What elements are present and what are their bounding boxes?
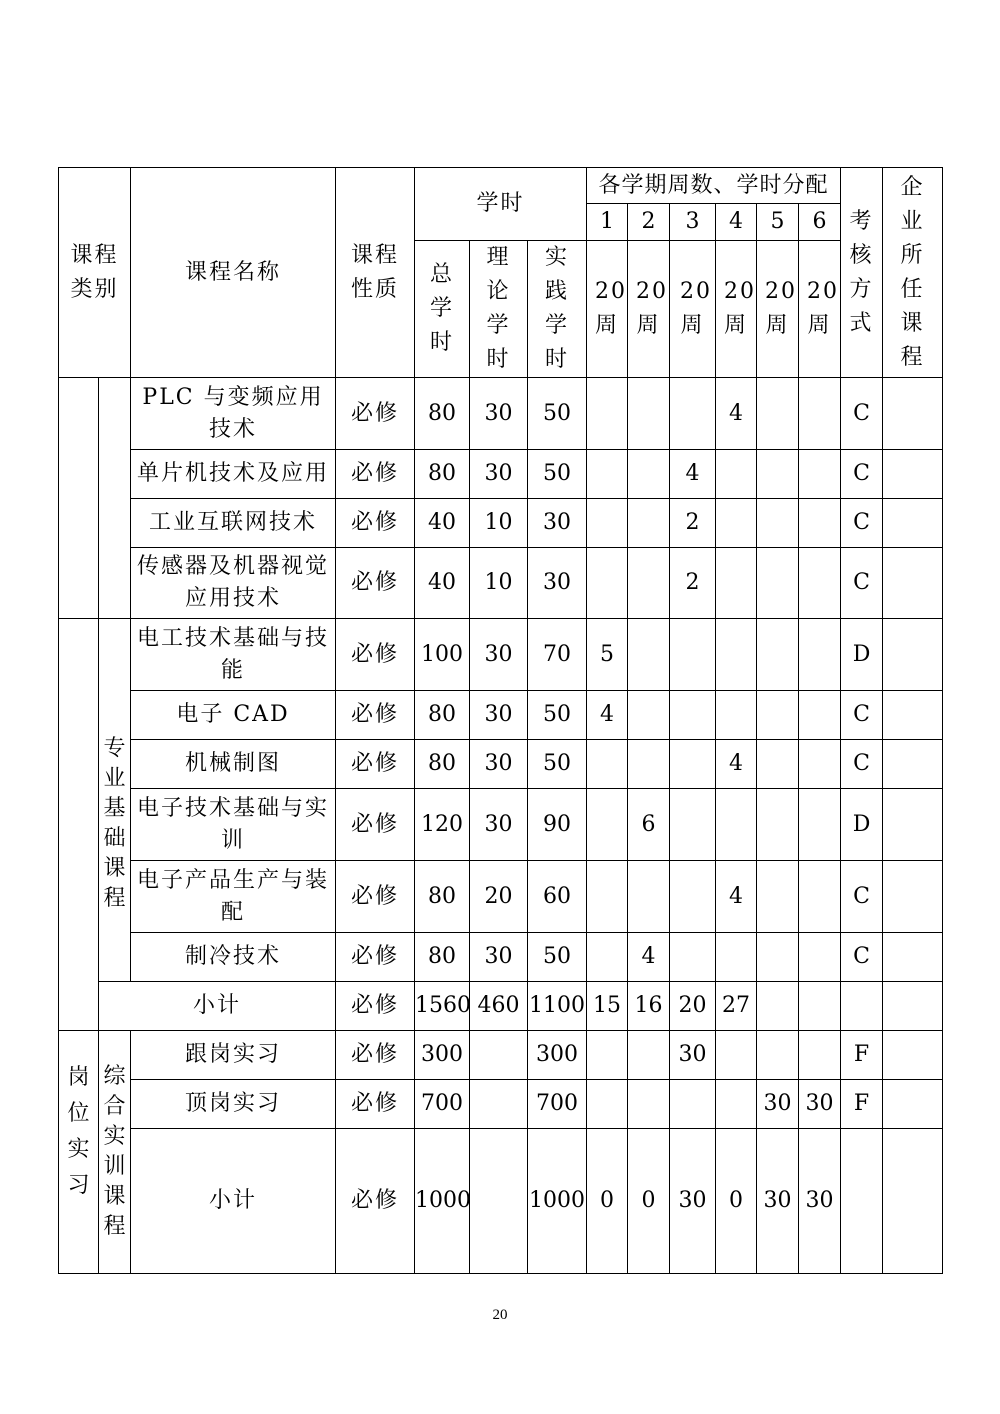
course-nature: 必修: [336, 933, 415, 982]
course-nature: 必修: [336, 499, 415, 548]
category-cell-empty: [59, 619, 99, 1031]
course-name: 机械制图: [131, 740, 336, 789]
semester-2-hours: [628, 740, 670, 789]
subtotal-row: [59, 982, 943, 1031]
semester-6-hours: [799, 548, 841, 619]
semester-1-hours: 5: [587, 619, 628, 691]
semester-3-hours: [670, 861, 716, 933]
subtotal-label: 小计: [131, 1129, 336, 1274]
semester-5-hours: [757, 619, 799, 691]
theory-hours: 30: [470, 691, 528, 740]
semester-5-hours: [757, 740, 799, 789]
semester-1-hours: 15: [587, 982, 628, 1031]
theory-hours: 30: [470, 789, 528, 861]
subcategory-text: 专业基础课程: [103, 735, 128, 911]
semester-5-hours: [757, 861, 799, 933]
total-hours: 80: [415, 450, 470, 499]
table-row: [59, 789, 943, 861]
semester-5-hours: [757, 1031, 799, 1080]
semester-2-hours: [628, 861, 670, 933]
table-row: [59, 740, 943, 789]
semester-6-hours: [799, 789, 841, 861]
header-weeks-5: 20周: [757, 241, 799, 378]
practice-hours: 1000: [528, 1129, 587, 1274]
semester-4-hours: [716, 789, 757, 861]
header-weeks-6: 20周: [799, 241, 841, 378]
semester-5-hours: [757, 548, 799, 619]
enterprise-course: [883, 378, 943, 450]
semester-1-hours: [587, 740, 628, 789]
semester-2-hours: [628, 1031, 670, 1080]
semester-4-hours: [716, 1031, 757, 1080]
semester-6-hours: 30: [799, 1080, 841, 1129]
semester-2-hours: [628, 1080, 670, 1129]
theory-hours: 10: [470, 499, 528, 548]
semester-3-hours: 2: [670, 499, 716, 548]
semester-6-hours: [799, 861, 841, 933]
semester-4-hours: [716, 499, 757, 548]
subcategory-text: 综合实训课程: [103, 1063, 128, 1239]
practice-hours: 700: [528, 1080, 587, 1129]
semester-5-hours: 30: [757, 1080, 799, 1129]
exam-method: F: [841, 1080, 883, 1129]
total-hours: 80: [415, 691, 470, 740]
semester-4-hours: [716, 933, 757, 982]
header-semester-5: 5: [757, 204, 799, 241]
header-semester-6: 6: [799, 204, 841, 241]
theory-hours: 460: [470, 982, 528, 1031]
practice-hours: 30: [528, 499, 587, 548]
subtotal-row: [59, 1129, 943, 1274]
total-hours: 40: [415, 499, 470, 548]
total-hours: 80: [415, 861, 470, 933]
theory-hours: 20: [470, 861, 528, 933]
course-nature: 必修: [336, 982, 415, 1031]
semester-2-hours: 16: [628, 982, 670, 1031]
enterprise-course: [883, 1129, 943, 1274]
header-total-hours: 总学时: [415, 241, 470, 378]
course-nature: 必修: [336, 548, 415, 619]
practice-hours: 50: [528, 933, 587, 982]
table-row: [59, 1031, 943, 1080]
subcategory-label: [99, 619, 131, 982]
course-nature: 必修: [336, 740, 415, 789]
exam-method: C: [841, 499, 883, 548]
theory-hours: 30: [470, 378, 528, 450]
semester-1-hours: [587, 378, 628, 450]
semester-6-hours: [799, 450, 841, 499]
semester-2-hours: [628, 548, 670, 619]
practice-hours: 50: [528, 691, 587, 740]
semester-3-hours: [670, 1080, 716, 1129]
semester-6-hours: [799, 378, 841, 450]
enterprise-course: [883, 499, 943, 548]
semester-2-hours: [628, 691, 670, 740]
semester-3-hours: [670, 619, 716, 691]
header-weeks-1: 20周: [587, 241, 628, 378]
enterprise-course: [883, 450, 943, 499]
header-name: 课程名称: [131, 168, 336, 378]
table-row: [59, 378, 943, 450]
category-cell-empty: [59, 378, 99, 619]
semester-2-hours: 6: [628, 789, 670, 861]
category-text: 岗位实习: [67, 1065, 92, 1198]
semester-4-hours: 0: [716, 1129, 757, 1274]
theory-hours: 30: [470, 619, 528, 691]
exam-method: [841, 1129, 883, 1274]
course-nature: 必修: [336, 861, 415, 933]
semester-6-hours: [799, 691, 841, 740]
course-name: 工业互联网技术: [131, 499, 336, 548]
category-label: [59, 1031, 99, 1274]
semester-3-hours: [670, 933, 716, 982]
semester-4-hours: [716, 450, 757, 499]
course-name: 制冷技术: [131, 933, 336, 982]
enterprise-course: [883, 1031, 943, 1080]
semester-3-hours: [670, 740, 716, 789]
semester-2-hours: [628, 619, 670, 691]
semester-4-hours: [716, 691, 757, 740]
practice-hours: 30: [528, 548, 587, 619]
theory-hours: [470, 1080, 528, 1129]
exam-method: C: [841, 740, 883, 789]
page-number: 20: [492, 1307, 508, 1323]
practice-hours: 50: [528, 378, 587, 450]
practice-hours: 90: [528, 789, 587, 861]
semester-1-hours: [587, 789, 628, 861]
table-row: [59, 691, 943, 740]
semester-1-hours: 4: [587, 691, 628, 740]
exam-method: C: [841, 450, 883, 499]
enterprise-course: [883, 933, 943, 982]
theory-hours: [470, 1129, 528, 1274]
header-exam: 考核方式: [841, 168, 883, 378]
course-table: [58, 167, 943, 1274]
total-hours: 80: [415, 933, 470, 982]
semester-1-hours: [587, 1080, 628, 1129]
header-semester-4: 4: [716, 204, 757, 241]
semester-1-hours: [587, 933, 628, 982]
enterprise-course: [883, 740, 943, 789]
course-nature: 必修: [336, 619, 415, 691]
header-weeks-4: 20周: [716, 241, 757, 378]
theory-hours: 30: [470, 740, 528, 789]
course-name: 单片机技术及应用: [131, 450, 336, 499]
course-nature: 必修: [336, 450, 415, 499]
total-hours: 700: [415, 1080, 470, 1129]
table-row: [59, 619, 943, 691]
semester-2-hours: 0: [628, 1129, 670, 1274]
semester-3-hours: 20: [670, 982, 716, 1031]
table-row: [59, 548, 943, 619]
header-nature: 课程性质: [336, 168, 415, 378]
semester-1-hours: 0: [587, 1129, 628, 1274]
course-name: 跟岗实习: [131, 1031, 336, 1080]
semester-3-hours: 4: [670, 450, 716, 499]
exam-method: C: [841, 933, 883, 982]
header-enterprise: 企业所任课程: [883, 168, 943, 378]
header-category: 课程类别: [59, 168, 131, 378]
semester-5-hours: 30: [757, 1129, 799, 1274]
course-nature: 必修: [336, 1129, 415, 1274]
semester-4-hours: [716, 548, 757, 619]
table-row: [59, 933, 943, 982]
course-nature: 必修: [336, 1031, 415, 1080]
exam-method: D: [841, 789, 883, 861]
table-row: [59, 499, 943, 548]
semester-6-hours: [799, 499, 841, 548]
practice-hours: 1100: [528, 982, 587, 1031]
practice-hours: 70: [528, 619, 587, 691]
semester-5-hours: [757, 789, 799, 861]
course-name: 电子技术基础与实训: [131, 789, 336, 861]
semester-1-hours: [587, 861, 628, 933]
enterprise-course: [883, 982, 943, 1031]
course-nature: 必修: [336, 789, 415, 861]
header-practice-hours: 实践学时: [528, 241, 587, 378]
enterprise-course: [883, 691, 943, 740]
enterprise-course: [883, 789, 943, 861]
semester-6-hours: 30: [799, 1129, 841, 1274]
header-semester-2: 2: [628, 204, 670, 241]
enterprise-course: [883, 861, 943, 933]
header-weeks-2: 20周: [628, 241, 670, 378]
semester-5-hours: [757, 933, 799, 982]
semester-1-hours: [587, 548, 628, 619]
semester-3-hours: [670, 691, 716, 740]
semester-6-hours: [799, 1031, 841, 1080]
exam-method: [841, 982, 883, 1031]
header-theory-hours: 理论学时: [470, 241, 528, 378]
total-hours: 120: [415, 789, 470, 861]
semester-2-hours: [628, 378, 670, 450]
total-hours: 80: [415, 740, 470, 789]
course-name: 电子产品生产与装配: [131, 861, 336, 933]
header-hours: 学时: [415, 168, 587, 241]
practice-hours: 50: [528, 740, 587, 789]
enterprise-course: [883, 1080, 943, 1129]
subtotal-label: 小计: [99, 982, 336, 1031]
semester-4-hours: 4: [716, 861, 757, 933]
theory-hours: 10: [470, 548, 528, 619]
semester-2-hours: [628, 499, 670, 548]
header-semester-1: 1: [587, 204, 628, 241]
course-name: 电工技术基础与技能: [131, 619, 336, 691]
theory-hours: 30: [470, 450, 528, 499]
header-weeks-3: 20周: [670, 241, 716, 378]
semester-2-hours: 4: [628, 933, 670, 982]
header-semester-dist: 各学期周数、学时分配: [587, 168, 841, 204]
total-hours: 100: [415, 619, 470, 691]
semester-4-hours: [716, 619, 757, 691]
course-name: 电子 CAD: [131, 691, 336, 740]
semester-1-hours: [587, 450, 628, 499]
practice-hours: 50: [528, 450, 587, 499]
practice-hours: 300: [528, 1031, 587, 1080]
semester-5-hours: [757, 378, 799, 450]
total-hours: 80: [415, 378, 470, 450]
semester-4-hours: 4: [716, 740, 757, 789]
course-name: 传感器及机器视觉应用技术: [131, 548, 336, 619]
semester-3-hours: 30: [670, 1031, 716, 1080]
subcategory-cell-empty: [99, 378, 131, 619]
semester-6-hours: [799, 982, 841, 1031]
semester-1-hours: [587, 1031, 628, 1080]
subcategory-label: [99, 1031, 131, 1274]
semester-6-hours: [799, 933, 841, 982]
course-nature: 必修: [336, 1080, 415, 1129]
semester-3-hours: 2: [670, 548, 716, 619]
exam-method: C: [841, 691, 883, 740]
enterprise-course: [883, 619, 943, 691]
total-hours: 40: [415, 548, 470, 619]
table-row: [59, 861, 943, 933]
table-row: [59, 1080, 943, 1129]
course-name: PLC 与变频应用技术: [131, 378, 336, 450]
table-row: [59, 450, 943, 499]
header-semester-3: 3: [670, 204, 716, 241]
semester-3-hours: 30: [670, 1129, 716, 1274]
course-name: 顶岗实习: [131, 1080, 336, 1129]
semester-2-hours: [628, 450, 670, 499]
semester-3-hours: [670, 789, 716, 861]
semester-5-hours: [757, 450, 799, 499]
exam-method: C: [841, 548, 883, 619]
theory-hours: [470, 1031, 528, 1080]
semester-5-hours: [757, 499, 799, 548]
semester-4-hours: [716, 1080, 757, 1129]
exam-method: D: [841, 619, 883, 691]
semester-5-hours: [757, 691, 799, 740]
semester-1-hours: [587, 499, 628, 548]
semester-6-hours: [799, 740, 841, 789]
exam-method: C: [841, 861, 883, 933]
total-hours: 300: [415, 1031, 470, 1080]
semester-4-hours: 4: [716, 378, 757, 450]
total-hours: 1560: [415, 982, 470, 1031]
semester-5-hours: [757, 982, 799, 1031]
semester-4-hours: 27: [716, 982, 757, 1031]
total-hours: 1000: [415, 1129, 470, 1274]
practice-hours: 60: [528, 861, 587, 933]
semester-6-hours: [799, 619, 841, 691]
enterprise-course: [883, 548, 943, 619]
exam-method: C: [841, 378, 883, 450]
course-nature: 必修: [336, 378, 415, 450]
semester-3-hours: [670, 378, 716, 450]
exam-method: F: [841, 1031, 883, 1080]
theory-hours: 30: [470, 933, 528, 982]
course-nature: 必修: [336, 691, 415, 740]
